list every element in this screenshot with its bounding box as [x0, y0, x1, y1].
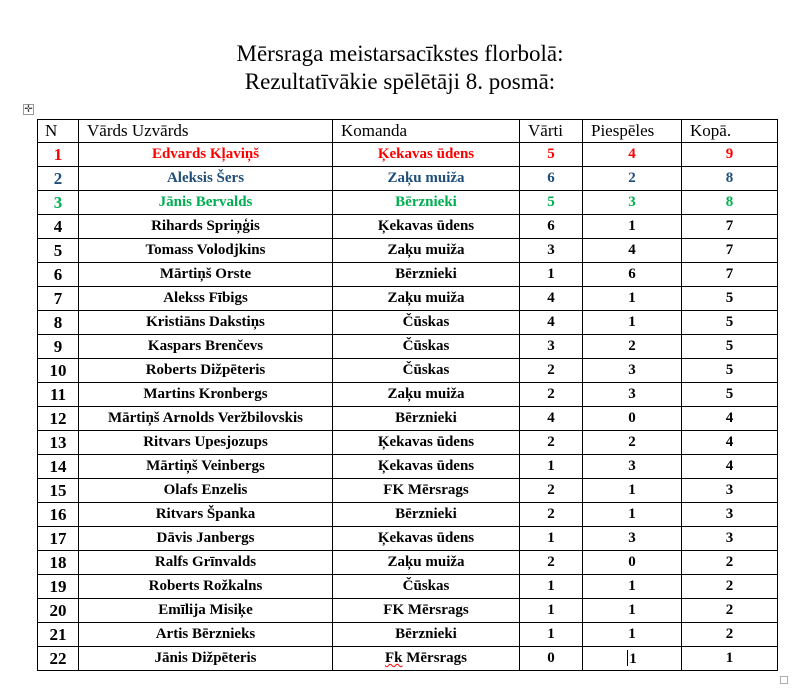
assists-value: 3 — [583, 359, 682, 383]
goals-value: 1 — [520, 455, 583, 479]
row-number: 14 — [38, 455, 79, 479]
row-number: 12 — [38, 407, 79, 431]
player-name: Jānis Bervalds — [79, 191, 333, 215]
table-row — [38, 575, 778, 599]
player-name: Martins Kronbergs — [79, 383, 333, 407]
team-name: Bērznieki — [333, 263, 520, 287]
assists-value: 3 — [583, 383, 682, 407]
total-value: 4 — [682, 407, 778, 431]
total-value: 1 — [682, 647, 778, 671]
document-title-line-1: Mērsraga meistarsacīkstes florbolā: — [236, 41, 564, 66]
row-number: 7 — [38, 287, 79, 311]
table-row — [38, 479, 778, 503]
row-number: 3 — [38, 191, 79, 215]
goals-value: 4 — [520, 407, 583, 431]
player-name: Ritvars Upesjozups — [79, 431, 333, 455]
resize-icon[interactable] — [780, 676, 788, 684]
team-name: Bērznieki — [333, 191, 520, 215]
total-value: 5 — [682, 359, 778, 383]
row-number: 11 — [38, 383, 79, 407]
goals-value: 1 — [520, 575, 583, 599]
row-number: 6 — [38, 263, 79, 287]
player-name: Ritvars Španka — [79, 503, 333, 527]
total-value: 4 — [682, 455, 778, 479]
player-name: Aleksis Šers — [79, 167, 333, 191]
goals-value: 2 — [520, 479, 583, 503]
player-name: Emīlija Misiķe — [79, 599, 333, 623]
row-number: 5 — [38, 239, 79, 263]
total-value: 7 — [682, 263, 778, 287]
row-number: 17 — [38, 527, 79, 551]
table-row — [38, 215, 778, 239]
goals-value: 2 — [520, 359, 583, 383]
team-name: Zaķu muiža — [333, 239, 520, 263]
total-value: 2 — [682, 575, 778, 599]
header-goals: Vārti — [520, 120, 583, 143]
goals-value: 5 — [520, 191, 583, 215]
assists-value: 3 — [583, 455, 682, 479]
assists-value[interactable] — [583, 647, 682, 671]
player-name: Mārtiņš Orste — [79, 263, 333, 287]
player-name: Dāvis Janbergs — [79, 527, 333, 551]
table-row — [38, 503, 778, 527]
goals-value: 1 — [520, 263, 583, 287]
player-name: Olafs Enzelis — [79, 479, 333, 503]
goals-value: 2 — [520, 383, 583, 407]
assists-value: 0 — [583, 407, 682, 431]
table-row — [38, 287, 778, 311]
assists-value: 1 — [583, 503, 682, 527]
row-number: 13 — [38, 431, 79, 455]
player-name: Roberts Rožkalns — [79, 575, 333, 599]
row-number: 9 — [38, 335, 79, 359]
table-row — [38, 551, 778, 575]
team-name: FK Mērsrags — [333, 599, 520, 623]
total-value: 4 — [682, 431, 778, 455]
player-name: Mārtiņš Veinbergs — [79, 455, 333, 479]
total-value: 2 — [682, 599, 778, 623]
goals-value: 6 — [520, 167, 583, 191]
team-name: Zaķu muiža — [333, 551, 520, 575]
row-number: 4 — [38, 215, 79, 239]
team-name: Ķekavas ūdens — [333, 143, 520, 167]
header-assists: Piespēles — [583, 120, 682, 143]
table-row — [38, 431, 778, 455]
team-name: Zaķu muiža — [333, 167, 520, 191]
goals-value: 2 — [520, 503, 583, 527]
assists-value: 1 — [583, 215, 682, 239]
table-row — [38, 383, 778, 407]
player-name: Alekss Fībigs — [79, 287, 333, 311]
team-name: Čūskas — [333, 311, 520, 335]
row-number: 16 — [38, 503, 79, 527]
team-name: Čūskas — [333, 575, 520, 599]
assists-value: 2 — [583, 167, 682, 191]
header-name: Vārds Uzvārds — [79, 120, 333, 143]
assists-text: 1 — [629, 650, 637, 667]
row-number: 20 — [38, 599, 79, 623]
header-total: Kopā. — [682, 120, 778, 143]
assists-value: 2 — [583, 335, 682, 359]
team-name-rest: Mērsrags — [402, 650, 468, 666]
total-value: 5 — [682, 383, 778, 407]
player-name: Roberts Dižpēteris — [79, 359, 333, 383]
team-name: Ķekavas ūdens — [333, 455, 520, 479]
assists-value: 0 — [583, 551, 682, 575]
total-value: 9 — [682, 143, 778, 167]
player-name: Artis Bērznieks — [79, 623, 333, 647]
move-icon[interactable]: ✛ — [24, 104, 33, 115]
player-name: Rihards Spriņģis — [79, 215, 333, 239]
row-number: 2 — [38, 167, 79, 191]
total-value: 7 — [682, 215, 778, 239]
total-value: 3 — [682, 527, 778, 551]
total-value: 8 — [682, 191, 778, 215]
header-team: Komanda — [333, 120, 520, 143]
team-name: Zaķu muiža — [333, 287, 520, 311]
assists-value: 4 — [583, 239, 682, 263]
row-number: 19 — [38, 575, 79, 599]
team-name: Čūskas — [333, 335, 520, 359]
team-name: Bērznieki — [333, 503, 520, 527]
table-row — [38, 599, 778, 623]
table-row — [38, 335, 778, 359]
table-row — [38, 167, 778, 191]
table-row — [38, 455, 778, 479]
total-value: 2 — [682, 623, 778, 647]
team-name: Ķekavas ūdens — [333, 527, 520, 551]
table-row — [38, 239, 778, 263]
goals-value: 3 — [520, 335, 583, 359]
assists-value: 3 — [583, 191, 682, 215]
assists-value: 1 — [583, 311, 682, 335]
team-name: Ķekavas ūdens — [333, 215, 520, 239]
team-name: Bērznieki — [333, 407, 520, 431]
player-name: Tomass Volodjkins — [79, 239, 333, 263]
team-name: Bērznieki — [333, 623, 520, 647]
assists-value: 1 — [583, 287, 682, 311]
goals-value: 6 — [520, 215, 583, 239]
table-row — [38, 407, 778, 431]
goals-value: 5 — [520, 143, 583, 167]
player-name: Mārtiņš Arnolds Veržbilovskis — [79, 407, 333, 431]
total-value: 2 — [682, 551, 778, 575]
document-title-line-2: Rezultatīvākie spēlētāji 8. posmā: — [244, 69, 556, 94]
header-number: N — [38, 120, 79, 143]
table-row — [38, 527, 778, 551]
player-name: Kristiāns Dakstiņs — [79, 311, 333, 335]
row-number: 8 — [38, 311, 79, 335]
assists-value: 3 — [583, 527, 682, 551]
total-value: 5 — [682, 335, 778, 359]
team-name: FK Mērsrags — [333, 479, 520, 503]
table-row — [38, 263, 778, 287]
total-value: 3 — [682, 479, 778, 503]
goals-value: 4 — [520, 311, 583, 335]
total-value: 5 — [682, 311, 778, 335]
table-row — [38, 143, 778, 167]
goals-value: 3 — [520, 239, 583, 263]
assists-value: 1 — [583, 575, 682, 599]
assists-value: 6 — [583, 263, 682, 287]
table-row — [38, 623, 778, 647]
table-row — [38, 647, 778, 671]
total-value: 3 — [682, 503, 778, 527]
goals-value: 0 — [520, 647, 583, 671]
assists-value: 4 — [583, 143, 682, 167]
row-number: 18 — [38, 551, 79, 575]
row-number: 22 — [38, 647, 79, 671]
row-number: 21 — [38, 623, 79, 647]
table-row — [38, 359, 778, 383]
player-name: Edvards Kļaviņš — [79, 143, 333, 167]
player-name: Kaspars Brenčevs — [79, 335, 333, 359]
total-value: 5 — [682, 287, 778, 311]
goals-value: 1 — [520, 599, 583, 623]
team-name: Čūskas — [333, 359, 520, 383]
goals-value: 1 — [520, 623, 583, 647]
row-number: 1 — [38, 143, 79, 167]
goals-value: 2 — [520, 431, 583, 455]
assists-value: 1 — [583, 623, 682, 647]
assists-value: 1 — [583, 479, 682, 503]
table-row — [38, 191, 778, 215]
assists-value: 2 — [583, 431, 682, 455]
table-header-row — [38, 120, 778, 143]
spellcheck-underlined-word[interactable]: Fk — [384, 650, 403, 666]
total-value: 7 — [682, 239, 778, 263]
row-number: 10 — [38, 359, 79, 383]
goals-value: 2 — [520, 551, 583, 575]
team-name: Ķekavas ūdens — [333, 431, 520, 455]
team-name: Zaķu muiža — [333, 383, 520, 407]
player-name: Jānis Dižpēteris — [79, 647, 333, 671]
goals-value: 4 — [520, 287, 583, 311]
player-name: Ralfs Grīnvalds — [79, 551, 333, 575]
results-table — [37, 119, 778, 671]
total-value: 8 — [682, 167, 778, 191]
goals-value: 1 — [520, 527, 583, 551]
assists-value: 1 — [583, 599, 682, 623]
table-row — [38, 311, 778, 335]
team-name — [333, 647, 520, 671]
row-number: 15 — [38, 479, 79, 503]
